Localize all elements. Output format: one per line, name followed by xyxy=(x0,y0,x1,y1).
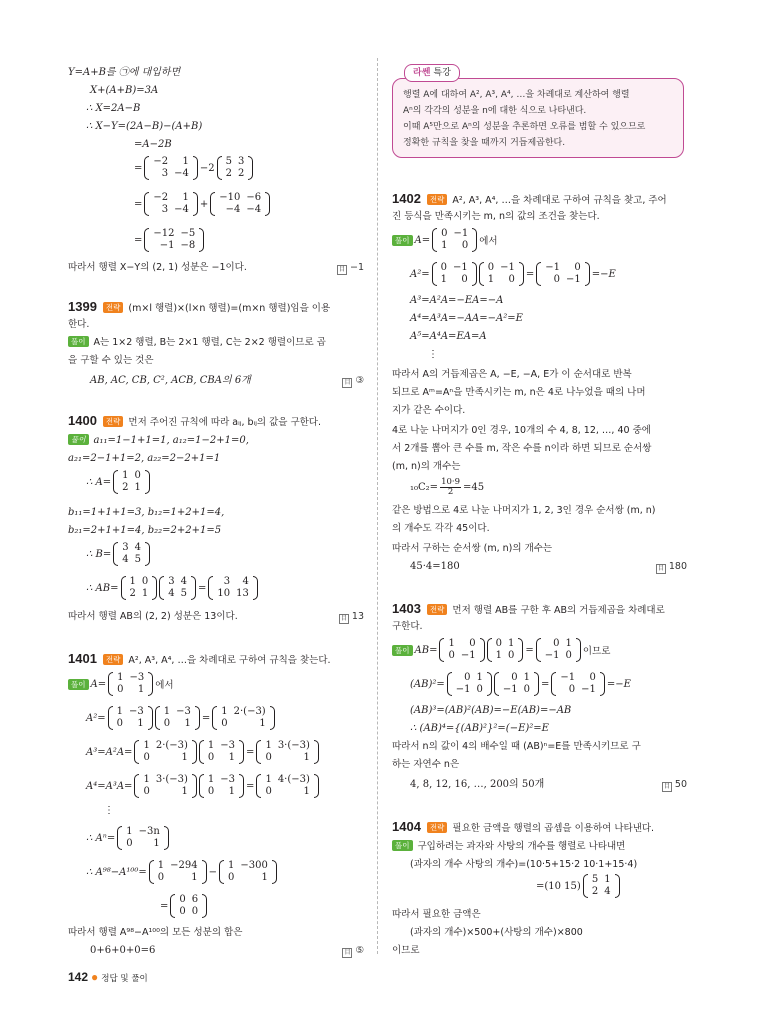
tip-box xyxy=(392,78,684,158)
text-line: b₂₁=2+1+1=4, b₂₂=2+2+1=5 xyxy=(68,525,222,536)
text-line: 따라서 A의 거듭제곱은 A, −E, −A, E가 이 순서대로 반복 xyxy=(392,369,632,380)
problem-number: 1402 xyxy=(392,191,421,206)
text-line: ∴ X−Y=(2A−B)−(A+B) xyxy=(86,121,203,132)
strategy-badge: 전략 xyxy=(427,604,448,615)
text-line: A⁴=A³A=−AA=−A²=E xyxy=(410,313,523,324)
equation: = −2 1 3 −4 + −10 −6 −4 −4 xyxy=(134,192,272,216)
matrix: 0 −1 1 0 xyxy=(479,262,524,286)
text-line: 따라서 n의 값이 4의 배수일 때 (AB)ⁿ=E를 만족시키므로 구 xyxy=(392,741,641,752)
matrix: 1 −3 0 1 xyxy=(108,706,153,730)
text-line: (AB)³=(AB)²(AB)=−E(AB)=−AB xyxy=(410,705,572,716)
matrix: 1 −3 0 1 xyxy=(108,672,153,696)
conclusion-text: 따라서 행렬 A⁹⁸−A¹⁰⁰의 모든 성분의 합은 xyxy=(68,927,243,938)
equation: ∴ AB= 1 0 2 1 3 4 4 5 = 3 4 10 13 xyxy=(86,576,260,600)
matrix: 3 4 4 5 xyxy=(159,576,196,600)
answer-mark: 目 −1 xyxy=(338,262,364,273)
text-line: 구한다. xyxy=(392,621,423,632)
answer-mark: 目 50 xyxy=(663,779,687,790)
equation: =(10 15) 5 1 2 4 xyxy=(536,874,622,898)
equation: 풀이 A= 1 −3 0 1 에서 xyxy=(68,672,176,696)
matrix: 0 1 −1 0 xyxy=(494,672,539,696)
equation: A³=A²A= 1 2·(−3) 0 1 1 −3 0 1 = 1 3·(−3) 0 1 xyxy=(86,740,321,764)
equation: = 0 6 0 0 xyxy=(160,894,209,918)
vertical-dots: ⋮ xyxy=(104,805,114,816)
matrix: 5 3 2 2 xyxy=(217,156,254,180)
equation: ∴ A= 1 0 2 1 xyxy=(86,470,152,494)
solution-badge: 풀이 xyxy=(68,679,89,690)
problem-header: 1403 전략 먼저 행렬 AB를 구한 후 AB의 거듭제곱을 차례대로 xyxy=(392,601,665,616)
matrix: 0 6 0 0 xyxy=(170,894,207,918)
problem-number: 1399 xyxy=(68,299,97,314)
matrix: 0 −1 1 0 xyxy=(432,228,477,252)
equation: (AB)²= 0 1 −1 0 0 1 −1 0 = −1 0 0 −1 =−E xyxy=(410,672,631,695)
answer-box-icon: 目 xyxy=(344,379,351,386)
matrix: 0 1 −1 0 xyxy=(536,638,581,662)
matrix: 0 1 1 0 xyxy=(487,638,524,662)
matrix: 1 −3n 0 1 xyxy=(117,826,169,850)
equation: 풀이 AB= 1 0 0 −1 0 1 1 0 = 0 1 −1 0 이므로 xyxy=(392,638,612,662)
strategy-badge: 전략 xyxy=(103,416,124,427)
text-line: a₂₁=2−1+1=2, a₂₂=2−2+1=1 xyxy=(68,453,221,464)
equation: A⁴=A³A= 1 3·(−3) 0 1 1 −3 0 1 = 1 4·(−3) 0 1 xyxy=(86,774,321,798)
solution-badge: 풀이 xyxy=(392,840,413,851)
answer-box-icon: 目 xyxy=(663,783,670,790)
solution-badge: 풀이 xyxy=(68,336,89,347)
equation: 풀이 A= 0 −1 1 0 에서 xyxy=(392,228,500,252)
vertical-dots: ⋮ xyxy=(428,349,438,360)
strategy-badge: 전략 xyxy=(427,822,448,833)
solution-badge: 풀이 xyxy=(68,434,89,445)
answer-mark: 目 13 xyxy=(340,611,364,622)
matrix: 3 4 4 5 xyxy=(113,542,150,566)
bullet-icon: ● xyxy=(91,970,99,984)
problem-header: 1402 전략 A², A³, A⁴, …을 차례대로 구하여 규칙을 찾고, 주어 xyxy=(392,191,667,206)
equation: = −2 1 3 −4 −2 5 3 2 2 xyxy=(134,156,255,180)
problem-number: 1401 xyxy=(68,651,97,666)
matrix: −1 0 0 −1 xyxy=(536,262,590,286)
matrix: −2 1 3 −4 xyxy=(144,192,198,216)
text-line: 한다. xyxy=(68,319,90,330)
matrix: 0 1 −1 0 xyxy=(447,672,492,696)
text-line: 진 등식을 만족시키는 m, n의 값의 조건을 찾는다. xyxy=(392,211,600,222)
problem-header: 1400 전략 먼저 주어진 규칙에 따라 aᵢⱼ, bᵢⱼ의 값을 구한다. xyxy=(68,413,322,428)
text-line: ∴ X=2A−B xyxy=(86,103,141,114)
text-line: 지가 같은 수이다. xyxy=(392,405,466,416)
conclusion-text: 따라서 행렬 X−Y의 (2, 1) 성분은 −1이다. xyxy=(68,262,247,273)
answer-mark: 目 ③ xyxy=(344,375,364,386)
text-line: 풀이 A는 1×2 행렬, B는 2×1 행렬, C는 2×2 행렬이므로 곱 xyxy=(68,336,326,349)
problem-number: 1404 xyxy=(392,819,421,834)
text-line: 풀이 a₁₁=1−1+1=1, a₁₂=1−2+1=0, xyxy=(68,434,249,447)
answer-mark: 目 ⑤ xyxy=(344,945,364,956)
text-line: =A−2B xyxy=(134,139,172,150)
text-line: 되므로 Aᵐ=Aⁿ을 만족시키는 m, n은 4로 나누었을 때의 나머 xyxy=(392,387,646,398)
column-divider xyxy=(377,58,378,954)
strategy-badge: 전략 xyxy=(103,654,124,665)
text-line: X+(A+B)=3A xyxy=(90,85,159,96)
text-line: 0+6+0+0=6 xyxy=(90,945,156,956)
matrix: 1 −3 0 1 xyxy=(199,774,244,798)
matrix: 1 2·(−3) 0 1 xyxy=(212,706,274,730)
text-line: (과자의 개수 사탕의 개수)=(10·5+15·2 10·1+15·4) xyxy=(410,859,638,870)
problem-header: 1404 전략 필요한 금액을 행렬의 곱셈을 이용하여 나타낸다. xyxy=(392,819,655,834)
text-line: (m, n)의 개수는 xyxy=(392,461,461,472)
conclusion-text: 따라서 행렬 AB의 (2, 2) 성분은 13이다. xyxy=(68,611,238,622)
text-line: 서 2개를 뽑아 큰 수를 m, 작은 수를 n이라 하면 되므로 순서쌍 xyxy=(392,443,652,454)
text-line: ∴ (AB)⁴={(AB)²}²=(−E)²=E xyxy=(410,723,549,734)
solution-badge: 풀이 xyxy=(392,645,413,656)
tip-line: 정확한 규칙을 찾을 때까지 거듭제곱한다. xyxy=(403,138,566,148)
matrix: −10 −6 −4 −4 xyxy=(210,192,270,216)
problem-number: 1403 xyxy=(392,601,421,616)
text-line: 의 개수도 각각 45이다. xyxy=(392,523,490,534)
matrix: −1 0 0 −1 xyxy=(551,672,605,696)
matrix: −12 −5 −1 −8 xyxy=(144,228,204,252)
page-footer xyxy=(68,970,148,984)
strategy-badge: 전략 xyxy=(103,302,124,313)
equation: ∴ B= 3 4 4 5 xyxy=(86,542,152,566)
matrix: 1 −294 0 1 xyxy=(149,860,207,884)
matrix: 1 −300 0 1 xyxy=(219,860,277,884)
text-line: A⁵=A⁴A=EA=A xyxy=(410,331,487,342)
matrix: 1 −3 0 1 xyxy=(199,740,244,764)
equation: A²= 0 −1 1 0 0 −1 1 0 = −1 0 0 −1 =−E xyxy=(410,262,616,285)
matrix: 1 −3 0 1 xyxy=(155,706,200,730)
combination-formula: ₁₀C₂= $\frac{10\cdot 9}{2}$ =45 xyxy=(410,477,485,497)
text-line: AB, AC, CB, C², ACB, CBA의 6개 xyxy=(90,375,251,386)
text-line: 을 구할 수 있는 것은 xyxy=(68,355,154,366)
text-line: (과자의 개수)×500+(사탕의 개수)×800 xyxy=(410,927,583,938)
text-line: 풀이 구입하려는 과자와 사탕의 개수를 행렬로 나타내면 xyxy=(392,840,625,853)
solution-badge: 풀이 xyxy=(392,235,413,246)
problem-number: 1400 xyxy=(68,413,97,428)
matrix: 1 3·(−3) 0 1 xyxy=(134,774,196,798)
tip-line: 행렬 A에 대하여 A², A³, A⁴, …을 차례대로 계산하여 행렬 xyxy=(403,90,630,100)
text-line: 이므로 xyxy=(392,945,420,956)
answer-box-icon: 目 xyxy=(344,949,351,956)
text-line: 하는 자연수 n은 xyxy=(392,759,460,770)
matrix: 5 1 2 4 xyxy=(583,874,620,898)
page-number: 142 xyxy=(68,970,89,984)
answer-box-icon: 目 xyxy=(338,266,345,273)
text-line: b₁₁=1+1+1=3, b₁₂=1+2+1=4, xyxy=(68,507,225,518)
matrix: 1 4·(−3) 0 1 xyxy=(256,774,318,798)
tip-tab: 라쎈 특강 xyxy=(404,64,460,82)
footer-label: 정답 및 풀이 xyxy=(101,974,148,984)
matrix: 3 4 10 13 xyxy=(208,576,257,600)
matrix: −2 1 3 −4 xyxy=(144,156,198,180)
fraction: $\frac{10\cdot 9}{2}$ xyxy=(441,477,460,497)
text-line: 45·4=180 xyxy=(410,561,460,572)
text-line: 4로 나눈 나머지가 0인 경우, 10개의 수 4, 8, 12, …, 40 중에 xyxy=(392,425,651,436)
text-line: 4, 8, 12, 16, …, 200의 50개 xyxy=(410,779,545,790)
problem-header: 1401 전략 A², A³, A⁴, …을 차례대로 구하여 규칙을 찾는다. xyxy=(68,651,331,666)
matrix: 1 2·(−3) 0 1 xyxy=(134,740,196,764)
matrix: 1 3·(−3) 0 1 xyxy=(256,740,318,764)
equation: ∴ Aⁿ= 1 −3n 0 1 xyxy=(86,826,171,850)
text-line: Y=A+B를 ㉠에 대입하면 xyxy=(68,67,181,78)
matrix: 1 0 2 1 xyxy=(113,470,150,494)
equation: = −12 −5 −1 −8 xyxy=(134,228,206,252)
equation: ∴ A⁹⁸−A¹⁰⁰= 1 −294 0 1 − 1 −300 0 1 xyxy=(86,860,279,884)
text-line: 같은 방법으로 4로 나눈 나머지가 1, 2, 3인 경우 순서쌍 (m, n) xyxy=(392,505,656,516)
answer-box-icon: 目 xyxy=(340,615,347,622)
matrix: 0 −1 1 0 xyxy=(432,262,477,286)
tip-line: 이때 A⁵만으로 Aⁿ의 성분을 추론하면 오류를 범할 수 있으므로 xyxy=(403,122,646,132)
answer-mark: 目 180 xyxy=(657,561,687,572)
problem-header: 1399 전략 (m×l 행렬)×(l×n 행렬)=(m×n 행렬)임을 이용 xyxy=(68,299,331,314)
text-line: 따라서 필요한 금액은 xyxy=(392,909,481,920)
equation: A²= 1 −3 0 1 1 −3 0 1 = 1 2·(−3) 0 1 xyxy=(86,706,277,730)
tip-line: Aⁿ의 각각의 성분을 n에 대한 식으로 나타낸다. xyxy=(403,106,587,116)
answer-box-icon: 目 xyxy=(657,565,664,572)
text-line: A³=A²A=−EA=−A xyxy=(410,295,504,306)
text-line: 따라서 구하는 순서쌍 (m, n)의 개수는 xyxy=(392,543,553,554)
strategy-badge: 전략 xyxy=(427,194,448,205)
matrix: 1 0 0 −1 xyxy=(439,638,484,662)
matrix: 1 0 2 1 xyxy=(121,576,158,600)
